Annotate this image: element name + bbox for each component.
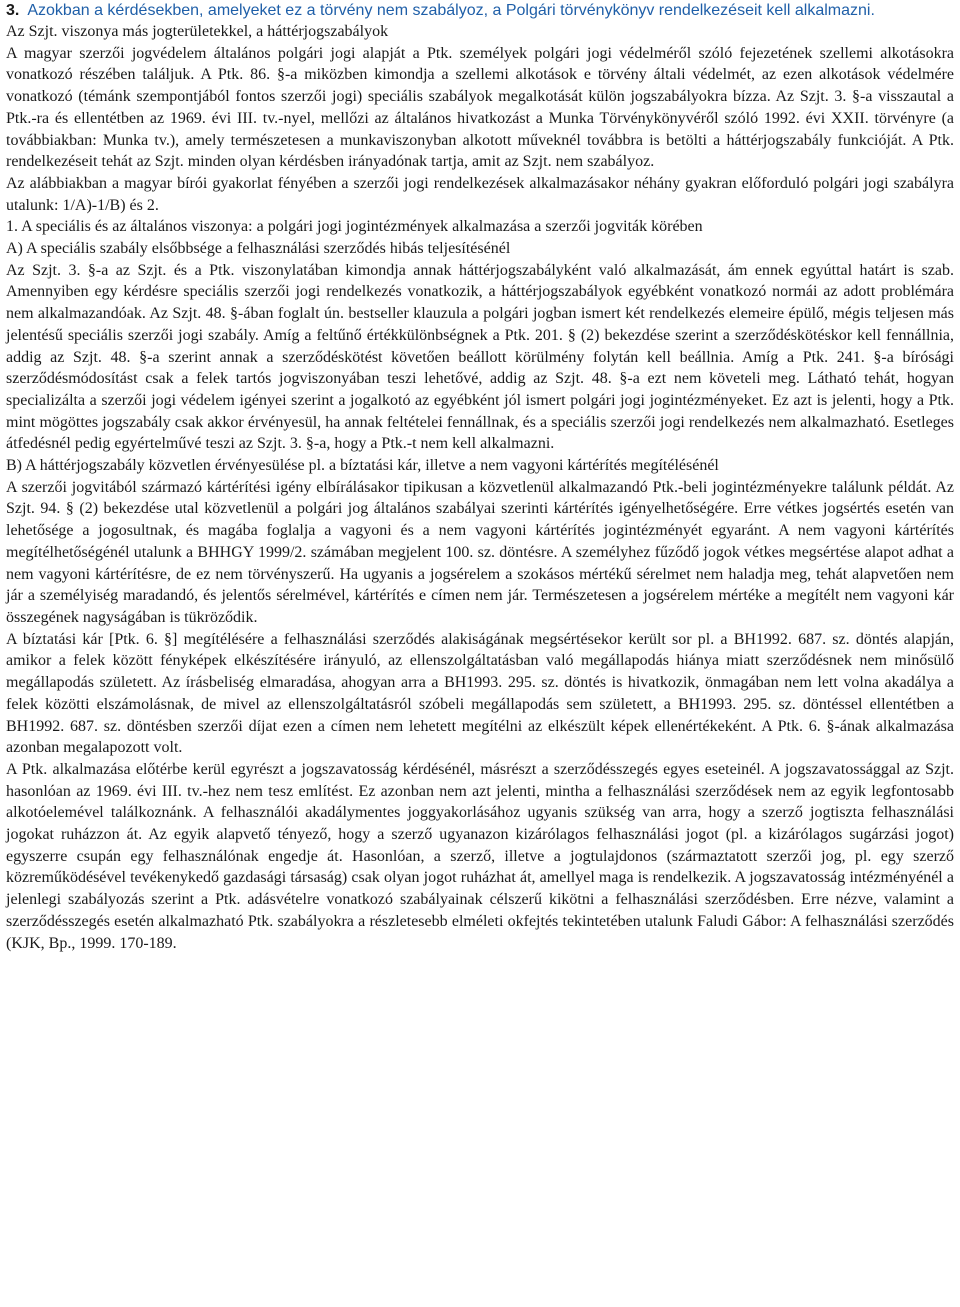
paragraph-overview: Az alábbiakban a magyar bírói gyakorlat fényében a szerzői jogi rendelkezések alkalmazásakor néhány gyakran előforduló polgári jogi szabályra utalunk: 1/A)-1/B) és 2. (6, 174, 954, 214)
paragraph-intro: A magyar szerzői jogvédelem általános polgári jogi alapját a Ptk. személyek polgári jogi védelméről szóló fejezetének szellemi alkotásokra vonatkozó részében találjuk. A Ptk. 86. §-a miközben kimondja a szellemi alkotások e törvény általi védelmét, az ezen alkotások védelmére vonatkozó (témánk szempontjából fontos szerzői jogi) speciális szabályok megalkotását külön jogszabályokra bízza. Az Szjt. 3. §-a visszautal a Ptk.-ra és ellentétben az 1969. évi III. tv.-nyel, mellőzi az általános hivatkozást a Munka Törvénykönyvéről szóló 1992. évi XXII. törvényre (a továbbiakban: Munka tv.), amely természetesen a munkaviszonyban alkotott műveknél továbbra is betölti a háttérjogszabály funkcióját. A Ptk. rendelkezéseit tehát az Szjt. minden olyan kérdésben irányadónak tartja, amit az Szjt. nem szabályoz. (6, 44, 954, 171)
section-number: 3. (6, 2, 20, 19)
paragraph-body-1b: A szerzői jogvitából származó kártérítési igény elbírálásakor tipikusan a közvetlenül alkalmazandó Ptk.-beli jogintézményekre találunk példát. Az Szjt. 94. § (2) bekezdése utal közvetlenül a polgári jog általános szabályai szerinti kártérítés igényelhetőségére. Erre vétkes jogsértés esetén van lehetősége a jogosultnak, és magába foglalja a vagyoni és a nem vagyoni kártérítés jogintézményét egyaránt. A nem vagyoni kártérítés megítélhetőségénél utalunk a BHHGY 1999/2. számában megjelent 100. sz. döntésre. A személyhez fűződő jogok vétkes megsértése alapot adhat a nem vagyoni kártérítésre, de ez nem törvényszerű. Ha ugyanis a jogsérelem a szokásos mértékű sérelmet nem haladja meg, tehát alapvetően nem jár a személyiség maradandó, és jelentős sérelmével, kártérítés e címen nem jár. Természetesen a jogsérelem mértéke a megítélt nem vagyoni kár összegének nagyságában is tükröződik. (6, 478, 954, 626)
paragraph-point-1b: B) A háttérjogszabály közvetlen érvényesülése pl. a bíztatási kár, illetve a nem vagyoni kártérítés megítélésénél (6, 457, 719, 475)
paragraph-jogszavatossag: A Ptk. alkalmazása előtérbe kerül egyrészt a jogszavatosság kérdésénél, másrészt a szerződésszegés egyes eseteinél. A jogszavatossággal az Szjt. hasonlóan az 1969. évi III. tv.-hez nem tesz említést. Ez azonban nem azt jelenti, mintha a felhasználási szerződések nem az egyik legfontosabb alkotóelemével találkoznánk. A felhasználói akadálymentes joggyakorlásához ugyanis szükség van arra, hogy a szerző jogtiszta felhasználási jogokat ruházzon át. Az egyik alapvető tényező, hogy a szerző ugyanazon kizárólagos felhasználási jogot (pl. a kizárólagos sugárzási jogot) egyszerre csupán egy felhasználónak engedje át. Hasonlóan, a szerző, illetve a jogtulajdonos (származtatott szerzői jog, pl. egy szerző közreműködésével tevékenykedő gazdasági társaság) csak olyan jogot ruházhat át, amellyel maga is rendelkezik. A jogszavatosság intézményénél a jelenlegi szabályozás szerint a Ptk. adásvételre vonatkozó szabályainak célszerű kikötni a felhasználási szerződésben. Erre nézve, valamint a szerződésszegés esetén alkalmazható Ptk. szabályokra a részletesebb elméleti okfejtés tekintetében utalunk Faludi Gábor: A felhasználási szerződés (KJK, Bp., 1999. 170-189. (6, 760, 954, 952)
paragraph-subtitle: Az Szjt. viszonya más jogterületekkel, a háttérjogszabályok (6, 23, 389, 40)
section-heading-text: Azokban a kérdésekben, amelyeket ez a törvény nem szabályoz, a Polgári törvénykönyv rendelkezéseit kell alkalmazni. (27, 2, 875, 19)
paragraph-point-1a: A) A speciális szabály elsőbbsége a felhasználási szerződés hibás teljesítésénél (6, 240, 511, 258)
paragraph-biztatasi-kar: A bíztatási kár [Ptk. 6. §] megítélésére a felhasználási szerződés alakiságának megsértésekor került sor pl. a BH1992. 687. sz. döntés alapján, amikor a felek között fényképek elkészítésére irányuló, az ellenszolgáltatásban való megállapodás hiánya miatt szerződésnek nem minősülő megállapodás született. Az írásbeliség elmaradása, ahogyan arra a BH1993. 295. sz. döntés is hivatkozik, önmagában nem lett volna akadálya a felek közötti elszámolásnak, de mivel az ellenszolgáltatásról szóbeli megállapodás sem született, a BH1993. 295. sz. döntéssel ellentétben a BH1992. 687. sz. döntésben szerzői díjat ezen a címen nem lehetett megítélni az elkészült képek ellenértékeként. A Ptk. 6. §-ának alkalmazása azonban megalapozott volt. (6, 630, 954, 757)
paragraph-point-1: 1. A speciális és az általános viszonya: a polgári jogi jogintézmények alkalmazása a szerzői jogviták körében (6, 218, 703, 236)
section-heading (6, 0, 954, 21)
paragraph-body-1a: Az Szjt. 3. §-a az Szjt. és a Ptk. viszonylatában kimondja annak háttérjogszabályként való alkalmazását, ám ennek egyúttal határt is szab. Amennyiben egy kérdésre speciális szerzői jogi rendelkezés vonatkozik, a háttérjogszabályok egyébként vonatkozó normái az adott problémára nem alkalmazandóak. Az Szjt. 48. §-ában foglalt ún. bestseller klauzula a polgári jogban ismert két rendelkezés elemeire épülő, mégis teljesen más jelentésű speciális szerzői jogi szabály. Amíg a feltűnő értékkülönbségnek a Ptk. 201. § (2) bekezdése szerint a szerződéskötéskor kell fennállnia, addig az Szjt. 48. §-a szerint annak a szerződéskötést követően beállott körülmény folytán kell beállnia. Amíg a Ptk. 241. §-a bírósági szerződésmódosítást csak a felek tartós jogviszonyában teszi lehetővé, addig az Szjt. 48. §-a ezt nem követeli meg. Látható tehát, hogyan specializálta a szerzői jogi védelem igényei szerint a jogalkotó az egyébként jól ismert polgári jogi jogintézményeket. Ez azt is jelenti, hogy a Ptk. mint mögöttes jogszabály csak akkor érvényesül, ha annak feltételei fennállnak, és a speciális szerzői jogi rendelkezés nem alkalmazható. Esetleges átfedésnél pedig egyértelművé teszi az Szjt. 3. §-a, hogy a Ptk.-t nem kell alkalmazni. (6, 261, 954, 453)
